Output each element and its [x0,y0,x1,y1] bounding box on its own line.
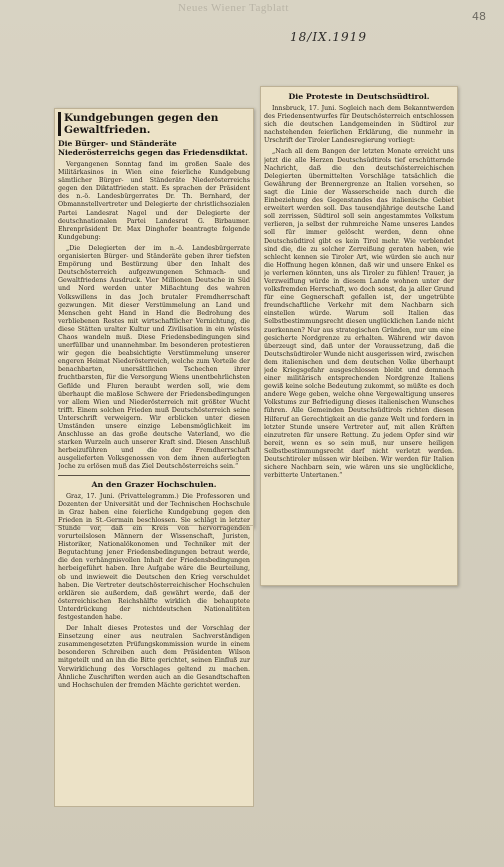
right-column [264,92,454,582]
left-column [58,112,250,802]
subheadline: An den Grazer Hochschulen. [91,479,217,489]
headline: Kundgebungen gegen den Gewaltfrieden. [58,112,250,136]
paragraph: Innsbruck, 17. Juni. Sogleich nach dem Bekanntwerden des Friedensentwurfes für Deutschösterreich entschlossen sich die deutschen Landgemeinden in Südtirol zur nachstehenden feierlichen Erklärung, die nunmehr in Urschrift der Tiroler Landesregierung vorliegt: [264,105,454,145]
paragraph: Der Inhalt dieses Protestes und der Vorschlag der Einsetzung einer aus neutralen Sachverständigen zusammengesetzten Prüfungskommission wurde in einem besonderen Schreiben auch dem Präsidenten Wilson mitgeteilt und an ihn die Bitte gerichtet, seinen Einfluß zur Verwirklichung des Vorschlages geltend zu machen. Ähnliche Zuschriften werden auch an die Gesandtschaften und Hochschulen der fremden Mächte gerichtet werden. [58,625,250,689]
handwritten-date: 18/IX.1919 [290,30,367,44]
paragraph: „Nach all dem Bangen der letzten Monate erreicht uns jetzt die alle Herzen Deutschsüdtirols tief erschütternde Nachricht, daß die den deutschösterreichischen Delegierten übermittelten Vorschläge tatsächlich die Gewährung der Brennergrenze an Italien vorsehen, so sagt die Linie der Wasserscheide nach durch die Einbeziehung des Gegenstandes das italienische Gebiet erweitert werden soll. Das tausendjährige deutsche Land soll zerrissen, Südtirol soll sein angestammtes Volkstum verlieren, ja selbst der ruhmreiche Name unseres Landes soll für immer gelöscht werden, denn ohne Deutschsüdtirol gibt es kein Tirol mehr. Wie verblendet sind die, die zu solcher Zerreißung geraten haben, wie schlecht kennen sie Tiroler Art, wie würden sie auch nur die Hoffnung hegen können, daß wir und unsere Enkel es je verlernen könnten, uns als Tiroler zu fühlen! Trauer, ja Verzweiflung würde in diesem Lande wohnen unter der volksfremden Herrschaft, wo doch sonst, da ja aller Grund für eine Gegnerschaft gefallen ist, der ungetrübte freundschaftliche Verkehr mit dem Nachbarn sich einstellen würde. Warum soll Italien das Selbstbestimmungsrecht diesen unglücklichen Lande nicht zuerkennen? Nur aus strategischen Gründen, nur um eine gesicherte Nordgrenze zu erhalten. Während wir davon überzeugt sind, daß unter der Voraussetzung, daß die Deutschsüdtiroler Wunde nicht ausgerissen wird, zwischen dem italienischen und dem deutschen Volke überhaupt jede Kriegsgefahr ausgeschlossen bleibt und demnach einer militärisch entsprechenden Nordgrenze Italiens gewiß keine solche Bedeutung zukommt, so müßte es doch andere Wege geben, welche ohne Vergewaltigung unseres Volkstums zur Befriedigung dieses italienischen Wunsches führen. Alle Gemeinden Deutschsüdtirols richten diesen Hilferuf an Gerechtigkeit an die ganze Welt und fordern in letzter Stunde unsere Vertreter auf, mit allen Kräften einzutreten für unsere Rettung. Zu jedem Opfer sind wir bereit, wenn es so sein muß, nur unsere heiligen Selbstbestimmungsrecht darf nicht verletzt werden. Deutschtiroler müssen wir bleiben. Wir werden für Italien sichere Nachbarn sein, wie wären uns sie unglückliche, verbitterte Untertanen.“ [264,148,454,480]
masthead-stamp: Neues Wiener Tagblatt [178,2,289,14]
pencil-page-number: 48 [472,10,486,23]
paragraph: Vergangenen Sonntag fand im großen Saale des Militärkasinos in Wien eine feierliche Kundgebung sämtlicher Bürger- und Ständeräte Niederösterreichs gegen den Diktatfrieden statt. Es sprachen der Präsident des n.-ö. Landesbürgerrates Dr. Th. Bernhard, der Obmannstellvertreter und Delegierte der christlichsozialen Partei Landesrat Nagel und der Delegierte der deutschnationalen Partei Landesrat G. Birbaumer. Ehrenpräsident Dr. Max Dinghofer beantragte folgende Kundgebung: [58,161,250,241]
paragraph: Graz, 17. Juni. (Privattelegramm.) Die Professoren und Dozenten der Universität und der Technischen Hochschule in Graz haben eine feierliche Kundgebung gegen den Frieden in St.-Germain beschlossen. Sie schlägt in letzter Stunde vor, daß ein Kreis von hervorragenden vorurteilslosen Männern der Wissenschaft, Juristen, Historiker, Nationalökonomen und Techniker mit der Begutachtung jener Friedensbedingungen betraut werde, die den verhängnisvollen Inhalt der Friedensbedingungen herbeigeführt haben. Ihre Aufgabe wäre die Beurteilung, ob und inwieweit die Deutschen den Krieg verschuldet haben. Die Vertreter deutschösterreichischer Hochschulen erklären sie außerdem, daß gewährt werde, daß der österreichischen Reichshälfte wirklich die behauptete Unterdrückung der nichtdeutschen Nationalitäten festgestanden habe. [58,492,250,621]
divider [58,475,250,476]
subheadline: Die Bürger- und Ständeräte Niederösterreichs gegen das Friedensdiktat. [58,139,248,157]
paragraph: „Die Delegierten der im n.-ö. Landesbürgerrate organisierten Bürger- und Ständeräte geben ihrer tiefsten Empörung und Bestürzung über den Inhalt des Deutschösterreich aufgezwungenen Schmach- und Gewaltfriedens Ausdruck. Vier Millionen Deutsche in Süd und Nord werden unter Mißachtung des wahren Volkswillens in das Joch brutaler Fremdherrschaft gezwungen. Mit dieser Verstümmelung an Land und Menschen geht Hand in Hand die Bedrohung des verbliebenen Restes mit wirtschaftlicher Vernichtung, die diese Stätten uralter Kultur und Zivilisation in ein wüstes Chaos wandeln muß. Diese Friedensbedingungen sind unerfüllbar und unannehmbar. Im besonderen protestieren wir gegen die beabsichtigte Verstümmelung unserer engeren Heimat Niederösterreich, welche zum Vorteile der benachbarten, unersättlichen Tschechen ihrer fruchtbarsten, für die Versorgung Wiens unentbehrlichsten Gefilde und Fluren beraubt werden soll, wie dem überhaupt die maßlose Schwere der Friedensbedingungen vor allem Wien und Niederösterreich mit größter Wucht trifft. Einem solchen Frieden muß Deutschösterreich seine Unterschrift verweigern. Wir erblicken unter diesen Umständen unsere einzige Lebensmöglichkeit im Anschlusse an das große deutsche Vaterland, wo die starken Wurzeln auch unserer Kraft sind. Diesen Anschluß herbeizuführen und die der Fremdherrschaft ausgelieferten Volksgenossen von dem ihnen auferlegten Joche zu erlösen muß das Ziel Deutschösterreichs sein.“ [58,244,250,471]
subheadline: Die Proteste in Deutschsüdtirol. [288,92,430,101]
